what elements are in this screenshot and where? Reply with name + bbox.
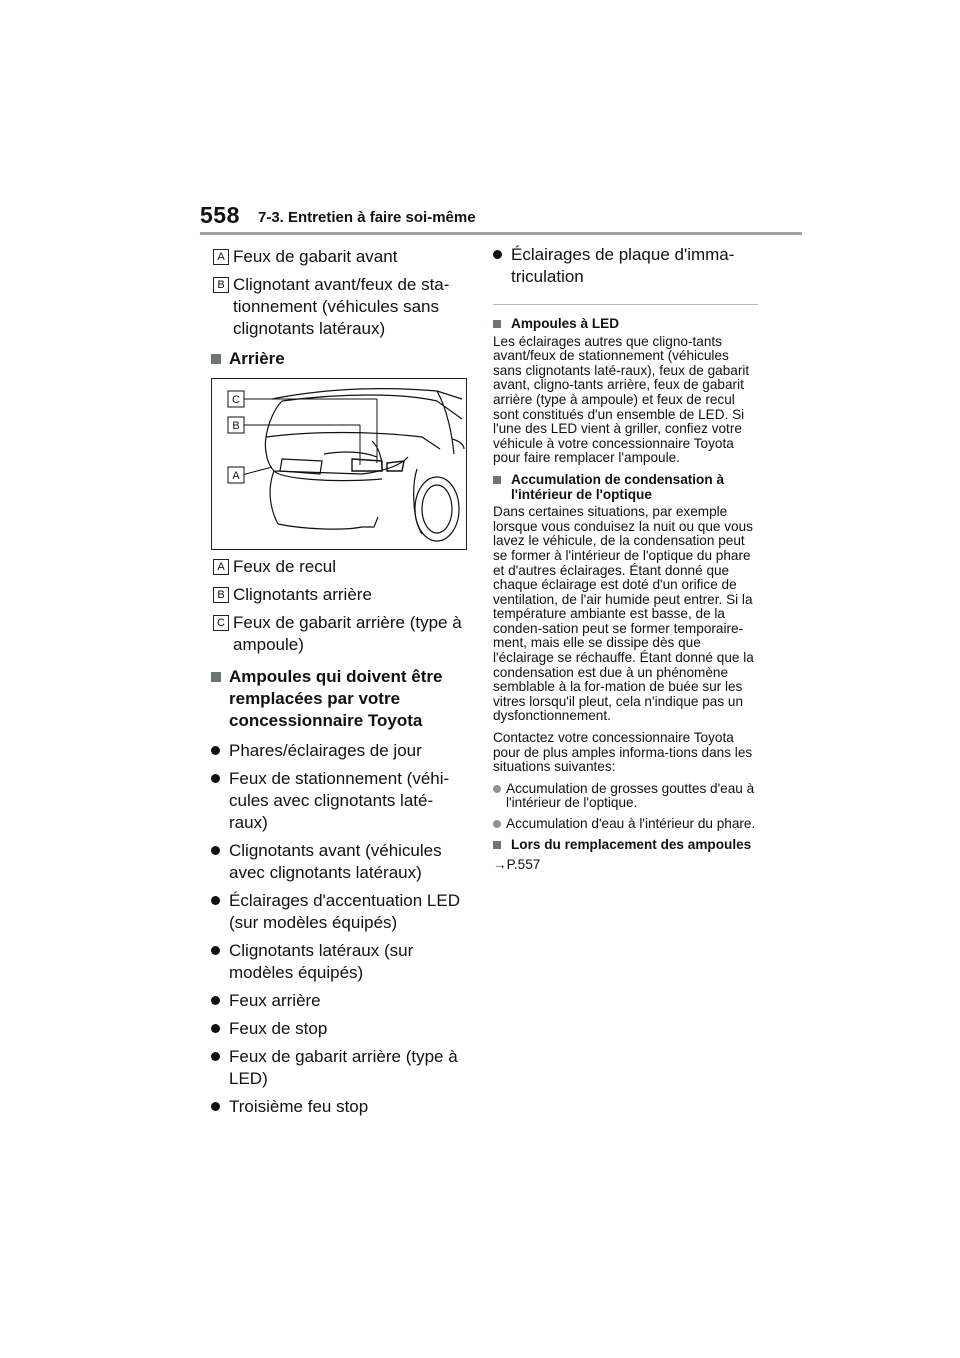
left-column xyxy=(211,246,469,1124)
list-item xyxy=(211,940,469,984)
section-divider xyxy=(493,304,758,305)
square-bullet-icon xyxy=(493,841,501,849)
list-item-text: Feux arrière xyxy=(229,991,321,1010)
item-text: Feux de recul xyxy=(233,557,336,576)
list-item xyxy=(493,782,758,811)
list-item-text: Feux de stationnement (véhi-cules avec clignotants laté-raux) xyxy=(229,769,450,832)
label-badge: A xyxy=(213,249,229,265)
rear-heading xyxy=(211,348,469,370)
page-reference-link[interactable]: →P.557 xyxy=(493,857,541,873)
list-item xyxy=(211,890,469,934)
list-item-text: Feux de stop xyxy=(229,1019,328,1038)
list-item-text: Accumulation d'eau à l'intérieur du phare. xyxy=(506,816,756,831)
item-text: Clignotants arrière xyxy=(233,585,372,604)
heading-text: Lors du remplacement des ampoules xyxy=(511,836,752,852)
bullet-icon xyxy=(493,820,501,828)
condensation-paragraph: Dans certaines situations, par exemple lorsque vous conduisez la nuit ou que vous lavez le véhicule, de la condensation peut se former à l'intérieur de l'optique du phare et d'autres éclairages. Étant donné que chaque éclairage est doté d'un orifice de ventilation, de l'air humide peut entrer. Si la température ambiante est basse, de la conden-sation peut se former temporaire-ment, mais elle se dissipe dès que l'éclairage se réchauffe. Étant donné que la condensation est due à un phénomène semblable à la for-mation de buée sur les vitres lorsqu'il pleut, cela n'indique pas un dysfonctionnement. xyxy=(493,504,754,724)
led-paragraph: Les éclairages autres que cligno-tants avant/feux de stationnement (véhicules sans clignotants laté-raux), feux de gabarit avant, cligno-tants arrière, feux de gabarit arrière (type à ampoule) et feux de recul sont constitués d'un ensemble de LED. Si l'une des LED vient à griller, confiez votre véhicule à votre concessionnaire Toyota pour faire remplacer l'ampoule. xyxy=(493,333,750,466)
rear-item-a xyxy=(211,556,469,578)
rear-item-c xyxy=(211,612,469,656)
list-item-text: Clignotants avant (véhicules avec clignotants latéraux) xyxy=(229,841,442,882)
right-column xyxy=(493,244,758,873)
list-item-text: Phares/éclairages de jour xyxy=(229,741,422,760)
label-badge: A xyxy=(213,559,229,575)
square-bullet-icon xyxy=(493,476,501,484)
bullet-icon xyxy=(493,785,501,793)
list-item-text: Clignotants latéraux (sur modèles équipés) xyxy=(229,941,414,982)
list-item xyxy=(211,1018,469,1040)
bullet-icon xyxy=(211,996,220,1005)
label-badge: B xyxy=(213,277,229,293)
header-rule xyxy=(200,232,802,235)
dealer-heading xyxy=(211,666,469,732)
bullet-icon xyxy=(211,946,220,955)
page-number: 558 xyxy=(200,202,240,228)
list-item xyxy=(211,990,469,1012)
list-item-text: Feux de gabarit arrière (type à LED) xyxy=(229,1047,458,1088)
list-item-text: Éclairages de plaque d'imma-triculation xyxy=(511,245,735,286)
item-text: Feux de gabarit avant xyxy=(233,247,398,266)
bullet-icon xyxy=(211,1024,220,1033)
bullet-icon xyxy=(211,1052,220,1061)
list-item xyxy=(211,1096,469,1118)
label-badge: C xyxy=(213,615,229,631)
contact-paragraph: Contactez votre concessionnaire Toyota pour de plus amples informa-tions dans les situations suivantes: xyxy=(493,730,753,775)
heading-text: Ampoules qui doivent être remplacées par votre concessionnaire Toyota xyxy=(229,667,443,730)
heading-text: Arrière xyxy=(229,349,285,368)
replace-heading xyxy=(493,838,758,853)
front-item-b xyxy=(211,274,469,340)
bullet-icon xyxy=(211,846,220,855)
condensation-heading xyxy=(493,473,758,502)
bullet-icon xyxy=(211,774,220,783)
heading-text: Ampoules à LED xyxy=(511,316,620,331)
list-item xyxy=(211,840,469,884)
list-item-text: Accumulation de grosses gouttes d'eau à l'intérieur de l'optique. xyxy=(506,780,755,811)
list-item xyxy=(493,817,758,832)
list-item-text: Troisième feu stop xyxy=(229,1097,369,1116)
callout-c: C xyxy=(232,394,240,406)
plate-light-item xyxy=(493,244,758,288)
square-bullet-icon xyxy=(211,672,221,682)
bullet-icon xyxy=(493,250,502,259)
list-item xyxy=(211,740,469,762)
rear-lights-figure xyxy=(211,378,467,550)
callout-b: B xyxy=(232,420,240,432)
list-item xyxy=(211,768,469,834)
bullet-icon xyxy=(211,896,220,905)
item-text: Feux de gabarit arrière (type à ampoule) xyxy=(233,613,462,654)
list-item xyxy=(211,1046,469,1090)
front-item-a xyxy=(211,246,469,268)
page-header xyxy=(200,202,802,238)
label-badge: B xyxy=(213,587,229,603)
square-bullet-icon xyxy=(493,320,501,328)
square-bullet-icon xyxy=(211,354,221,364)
rear-item-b xyxy=(211,584,469,606)
bullet-icon xyxy=(211,746,220,755)
led-heading xyxy=(493,317,758,332)
item-text: Clignotant avant/feux de sta-tionnement (véhicules sans clignotants latéraux) xyxy=(233,275,450,338)
section-title: 7-3. Entretien à faire soi-même xyxy=(258,209,476,226)
bullet-icon xyxy=(211,1102,220,1111)
heading-text: Accumulation de condensation à l'intérieur de l'optique xyxy=(511,471,724,502)
car-rear-illustration xyxy=(212,379,466,549)
callout-a: A xyxy=(232,470,240,482)
list-item-text: Éclairages d'accentuation LED (sur modèles équipés) xyxy=(229,891,460,932)
